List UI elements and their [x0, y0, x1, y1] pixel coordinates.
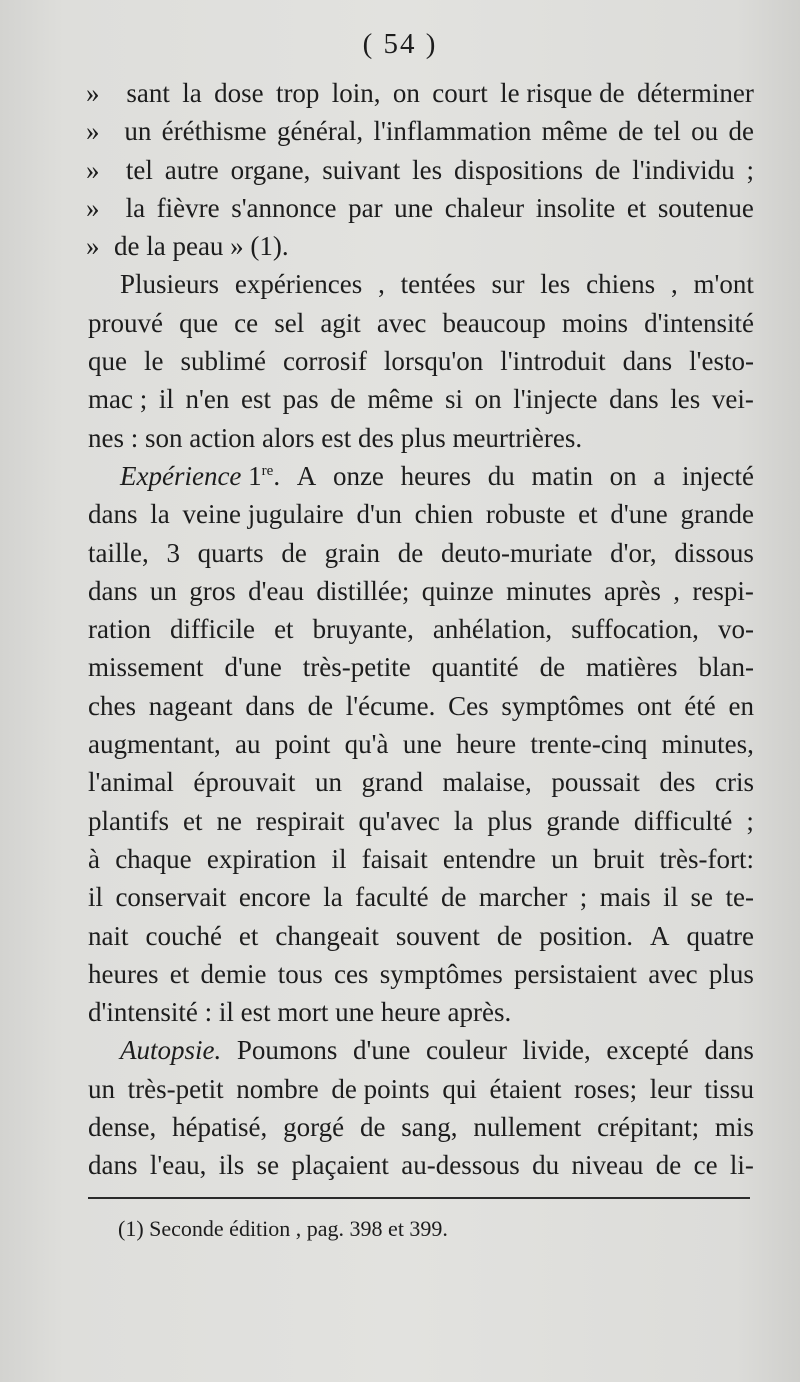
word: quantité: [431, 652, 519, 683]
word: en: [728, 690, 754, 721]
word: prouvé: [88, 307, 163, 338]
word: point: [274, 729, 331, 760]
word: tel: [653, 116, 681, 147]
word: de: [539, 652, 566, 683]
word: ration: [88, 614, 151, 645]
word: un: [88, 1073, 115, 1104]
word: ches: [88, 690, 136, 721]
word: se: [690, 882, 714, 913]
word: cris: [714, 767, 754, 798]
word: insolite: [535, 192, 616, 223]
word: la: [182, 78, 202, 108]
word: niveau: [571, 1150, 644, 1181]
word: onze: [332, 460, 384, 491]
quote-mark: »: [86, 116, 100, 147]
word: ce: [693, 1150, 718, 1181]
word: d'un: [356, 499, 402, 530]
word: couché: [145, 920, 222, 951]
word: et: [274, 614, 294, 645]
word: nes : son action alors est des plus meurtrières.: [88, 422, 583, 453]
word: avec: [648, 958, 698, 989]
word: de: [359, 1112, 386, 1143]
word: d'intensité : il est mort une heure après.: [88, 997, 512, 1028]
word: li-: [729, 1150, 754, 1181]
word: trente-cinq: [530, 729, 648, 760]
text-line: [88, 648, 754, 686]
word: et: [238, 920, 259, 951]
word: ;: [746, 805, 754, 836]
word: d'une: [353, 1035, 411, 1066]
word: plus: [487, 805, 533, 836]
word: dans: [245, 690, 295, 721]
word: Poumons: [236, 1035, 338, 1066]
word: persistaient: [513, 958, 637, 989]
word: mais: [599, 882, 651, 913]
text-line: [88, 572, 754, 610]
word: dense,: [88, 1112, 157, 1143]
word: très-petite: [302, 652, 411, 683]
word: changeait: [275, 920, 379, 951]
word: on: [392, 78, 420, 108]
word: grain: [324, 537, 381, 568]
word: nageant: [148, 690, 233, 721]
word: est: [240, 384, 271, 415]
text-line: [88, 342, 754, 380]
word: difficile: [170, 614, 256, 645]
text-line: [88, 74, 754, 112]
word: entendre: [442, 843, 536, 874]
word: dose: [214, 78, 264, 108]
word: mac ;: [88, 384, 148, 415]
word: faisait: [361, 843, 428, 874]
word: quatre: [686, 920, 754, 951]
word: dissous: [674, 537, 754, 568]
text-line: [88, 1146, 754, 1184]
quote-mark: »: [86, 231, 100, 262]
word: l'écume.: [345, 690, 436, 721]
word: grande: [546, 805, 620, 836]
word: du: [532, 1150, 560, 1181]
word: sublimé: [180, 346, 266, 377]
word: dispositions: [453, 154, 583, 185]
text-line: [88, 151, 754, 189]
word: heure: [456, 729, 517, 760]
word: par: [348, 192, 383, 223]
text-line: [88, 265, 754, 303]
word: l'esto-: [689, 346, 754, 377]
word: robuste: [485, 499, 566, 530]
word: respirait: [256, 805, 345, 836]
word: blan-: [698, 652, 754, 683]
word: organe,: [230, 154, 311, 185]
word: et: [183, 805, 203, 836]
word: matières: [586, 652, 678, 683]
word: nait: [88, 920, 129, 951]
text-line: [88, 917, 754, 955]
word: mis: [714, 1112, 754, 1143]
word: l'eau,: [149, 1150, 207, 1181]
word: la: [150, 499, 170, 530]
word: et: [626, 192, 647, 223]
quote-mark: »: [86, 192, 100, 223]
word: soutenue: [657, 192, 754, 223]
word: les: [670, 384, 701, 415]
word: sel: [274, 307, 305, 338]
word: tel: [125, 154, 153, 185]
experience-label: Expérience: [120, 460, 242, 491]
word: de: [617, 116, 644, 147]
word: grand: [361, 767, 423, 798]
word: une: [394, 192, 434, 223]
word: si: [444, 384, 463, 415]
word: dans: [88, 1150, 138, 1181]
word: nombre: [236, 1073, 319, 1104]
word: chaque: [115, 843, 192, 874]
word: dans: [622, 346, 673, 377]
word: ,: [670, 269, 678, 300]
word: minutes: [506, 575, 592, 606]
word: ;: [579, 882, 588, 913]
word: corrosif: [282, 346, 367, 377]
word: l'inflammation: [373, 116, 532, 147]
word: heures: [400, 460, 472, 491]
word: à: [88, 843, 100, 874]
word: faculté: [355, 882, 429, 913]
word: dans: [88, 499, 138, 530]
word: l'injecte: [513, 384, 598, 415]
word: tissu: [704, 1073, 754, 1104]
word: il: [331, 843, 347, 874]
word: autre: [164, 154, 219, 185]
word: A: [650, 920, 670, 951]
word: deuto-muriate: [440, 537, 593, 568]
word: de: [281, 537, 307, 568]
word: sur: [491, 269, 525, 300]
text-line: [88, 1031, 754, 1069]
word: le: [143, 346, 164, 377]
word: que: [88, 346, 127, 377]
word: nullement: [473, 1112, 582, 1143]
word: l'individu: [632, 154, 735, 185]
word: crépitant;: [597, 1112, 700, 1143]
word: chien: [414, 499, 474, 530]
word: très-petit: [127, 1073, 224, 1104]
word: A: [296, 460, 317, 491]
word: poussait: [551, 767, 640, 798]
word: un: [149, 575, 177, 606]
word: malaise,: [442, 767, 532, 798]
word: un: [314, 767, 342, 798]
word: taille,: [88, 537, 149, 568]
word: s'annonce: [231, 192, 337, 223]
word: minutes,: [661, 729, 754, 760]
word: éprouvait: [193, 767, 296, 798]
page-number: ( 54 ): [362, 28, 438, 60]
word: ils: [218, 1150, 245, 1181]
word: chaleur: [444, 192, 525, 223]
word: général,: [276, 116, 364, 147]
quote-mark: »: [86, 78, 100, 108]
word: position.: [539, 920, 634, 951]
word: ne: [216, 805, 243, 836]
text-line: [88, 878, 754, 916]
word: excepté: [606, 1035, 689, 1066]
text-line: [88, 1070, 754, 1108]
word: conservait: [115, 882, 227, 913]
word: beaucoup: [442, 307, 546, 338]
word: qui: [442, 1073, 477, 1104]
word: été: [684, 690, 716, 721]
word: suffocation,: [571, 614, 699, 645]
word: ont: [637, 690, 672, 721]
word: hépatisé,: [172, 1112, 268, 1143]
word: le risque de: [500, 78, 625, 108]
word: Plusieurs: [120, 269, 220, 300]
word: expériences: [234, 269, 363, 300]
word: sant: [126, 78, 170, 108]
word: il: [88, 882, 104, 913]
word: il: [158, 384, 174, 415]
word: lorsqu'on: [383, 346, 484, 377]
footnote-rule: [88, 1197, 750, 1199]
word: plantifs: [88, 805, 169, 836]
word: les: [412, 154, 443, 185]
word: dans: [88, 575, 138, 606]
word: quarts: [197, 537, 264, 568]
word: vo-: [718, 614, 754, 645]
word: loin,: [331, 78, 381, 108]
word: très-fort:: [659, 843, 754, 874]
word: avec: [376, 307, 427, 338]
word: de: [330, 384, 356, 415]
word: des: [659, 767, 696, 798]
text-line: [88, 457, 754, 495]
word: agit: [320, 307, 361, 338]
word: de la peau » (1).: [114, 231, 289, 262]
word: chiens: [586, 269, 656, 300]
word: et: [578, 499, 598, 530]
word: même: [541, 116, 608, 147]
experience-ordinal: re: [261, 462, 274, 479]
word: ce: [234, 307, 259, 338]
word: d'intensité: [644, 307, 754, 338]
text-line: [88, 112, 754, 150]
word: de points: [331, 1073, 430, 1104]
word: roses;: [574, 1073, 638, 1104]
word: il: [663, 882, 679, 913]
word: que: [179, 307, 219, 338]
text-line: [88, 840, 754, 878]
word: éréthisme: [161, 116, 267, 147]
word: trop: [275, 78, 320, 108]
text-line: [88, 189, 754, 227]
word: plus: [708, 958, 754, 989]
word: respi-: [692, 575, 754, 606]
text-line: [88, 725, 754, 763]
word: encore: [238, 882, 311, 913]
word: matin: [531, 460, 593, 491]
word: la: [453, 805, 474, 836]
word: demie: [200, 958, 267, 989]
word: étaient: [489, 1073, 562, 1104]
word: symptômes: [379, 958, 503, 989]
word: un: [124, 116, 152, 147]
word: pas: [282, 384, 319, 415]
word: d'or,: [610, 537, 657, 568]
word: augmentant,: [88, 729, 221, 760]
word: anhélation,: [432, 614, 553, 645]
experience-heading: Expérience 1re.: [120, 457, 280, 495]
word: souvent: [395, 920, 480, 951]
word: au-dessous: [401, 1150, 520, 1181]
word: d'eau: [248, 575, 304, 606]
word: quinze: [421, 575, 494, 606]
word: a: [653, 460, 666, 491]
body-text: [88, 74, 754, 1185]
word: la: [125, 192, 146, 223]
word: ;: [746, 154, 754, 185]
word: un: [551, 843, 579, 874]
word: gorgé: [283, 1112, 345, 1143]
word: moins: [562, 307, 629, 338]
word: après: [603, 575, 661, 606]
word: une: [402, 729, 442, 760]
word: au: [235, 729, 261, 760]
word: n'en: [185, 384, 230, 415]
word: de: [655, 1150, 682, 1181]
word: la: [323, 882, 343, 913]
word: bruyante,: [312, 614, 414, 645]
word: on: [474, 384, 502, 415]
text-line: [88, 955, 754, 993]
word: m'ont: [693, 269, 754, 300]
word: d'une: [224, 652, 282, 683]
word: Ces: [448, 690, 489, 721]
word: difficulté: [633, 805, 733, 836]
word: symptômes: [501, 690, 625, 721]
text-line: [88, 534, 754, 572]
word: qu'à: [344, 729, 389, 760]
word: veine jugulaire: [182, 499, 344, 530]
word: ou: [691, 116, 719, 147]
word: de: [440, 882, 467, 913]
word: 3: [166, 537, 180, 568]
autopsie-label: Autopsie.: [120, 1035, 222, 1066]
word: d'une: [610, 499, 668, 530]
word: dans: [609, 384, 659, 415]
word: marcher: [478, 882, 568, 913]
text-line: [88, 763, 754, 801]
word: déterminer: [636, 78, 754, 108]
word: tous: [277, 958, 323, 989]
text-line: [88, 993, 754, 1031]
text-line: [88, 687, 754, 725]
text-line: [88, 495, 754, 533]
word: on: [609, 460, 637, 491]
text-line: [88, 610, 754, 648]
word: fièvre: [156, 192, 220, 223]
word: se: [256, 1150, 280, 1181]
text-line: [88, 1108, 754, 1146]
word: de: [594, 154, 621, 185]
word: les: [540, 269, 571, 300]
text-line: [88, 802, 754, 840]
word: heures: [88, 958, 159, 989]
quote-mark: »: [86, 154, 100, 185]
word: de: [307, 690, 334, 721]
word: distillée;: [316, 575, 410, 606]
word: plaçaient: [291, 1150, 389, 1181]
word: dans: [704, 1035, 754, 1066]
word: livide,: [522, 1035, 591, 1066]
word: l'introduit: [500, 346, 606, 377]
word: missement: [88, 652, 204, 683]
text-line: [88, 227, 754, 265]
word: injecté: [682, 460, 754, 491]
word: bruit: [593, 843, 645, 874]
word: même: [367, 384, 434, 415]
word: te-: [725, 882, 754, 913]
text-line: [88, 419, 754, 457]
word: leur: [649, 1073, 692, 1104]
word: grande: [680, 499, 754, 530]
word: du: [487, 460, 515, 491]
word: couleur: [425, 1035, 507, 1066]
word: l'animal: [88, 767, 174, 798]
word: de: [397, 537, 424, 568]
word: de: [496, 920, 523, 951]
word: ,: [673, 575, 681, 606]
word: vei-: [711, 384, 754, 415]
word: qu'avec: [358, 805, 440, 836]
word: tentées: [400, 269, 476, 300]
word: ,: [378, 269, 385, 300]
word: et: [169, 958, 190, 989]
footnote: (1) Seconde édition , pag. 398 et 399.: [118, 1216, 448, 1241]
word: suivant: [322, 154, 401, 185]
word: ces: [333, 958, 369, 989]
word: expiration: [206, 843, 317, 874]
word: sang,: [401, 1112, 458, 1143]
text-line: [88, 380, 754, 418]
text-line: [88, 304, 754, 342]
word: de: [728, 116, 754, 147]
word: gros: [189, 575, 236, 606]
word: court: [432, 78, 488, 108]
